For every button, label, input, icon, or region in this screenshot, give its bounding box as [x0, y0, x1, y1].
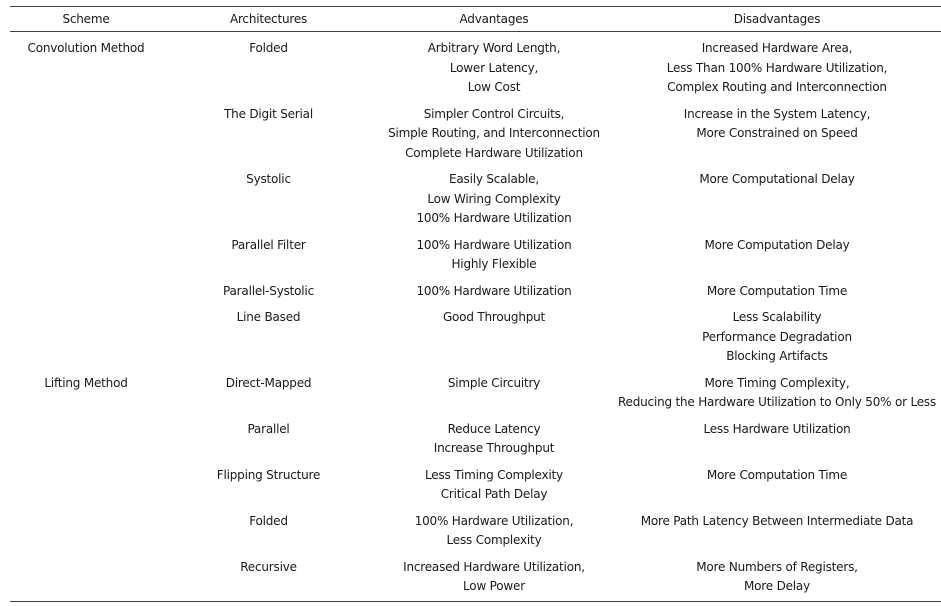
advantage-line: Easily Scalable, [449, 172, 539, 186]
scheme-cell [10, 554, 162, 602]
table-row [10, 232, 941, 278]
advantage-line: Simple Circuitry [447, 375, 541, 390]
disadvantage-line: More Computational Delay [699, 172, 855, 186]
advantage-line: Less Complexity [446, 533, 542, 547]
architecture-cell: The Digit Serial [224, 106, 313, 121]
advantages-cell [375, 101, 613, 167]
disadvantages-cell [613, 166, 941, 232]
architecture-cell: Folded [249, 41, 288, 55]
table-row [10, 278, 941, 305]
advantages-cell [375, 370, 613, 416]
disadvantages-cell [613, 416, 941, 462]
advantages-cell [375, 232, 613, 278]
scheme-cell: Lifting Method [44, 375, 128, 390]
advantage-line: Complete Hardware Utilization [405, 145, 583, 160]
scheme-cell [10, 416, 162, 462]
table-row [10, 554, 941, 602]
disadvantage-line: More Constrained on Speed [696, 126, 858, 140]
table-header [10, 7, 941, 32]
advantage-line: Low Cost [467, 80, 521, 94]
advantage-line: Low Wiring Complexity [427, 191, 561, 206]
disadvantage-line: Blocking Artifacts [726, 349, 828, 363]
advantage-line: Less Timing Complexity [425, 467, 563, 482]
disadvantage-line: Increased Hardware Area, [701, 41, 853, 55]
table-row [10, 166, 941, 232]
disadvantage-line: Less Than 100% Hardware Utilization, [666, 60, 888, 75]
advantages-cell [375, 304, 613, 370]
disadvantages-cell [613, 101, 941, 167]
advantage-line: Lower Latency, [449, 60, 539, 75]
disadvantage-line: More Computation Delay [704, 237, 850, 252]
advantage-line: Arbitrary Word Length, [427, 41, 561, 55]
table-row [10, 32, 941, 101]
header-architectures: Architectures [162, 7, 375, 32]
advantage-line: 100% Hardware Utilization [416, 211, 572, 225]
disadvantage-line: Reducing the Hardware Utilization to Only 50% or Less [617, 395, 937, 409]
disadvantages-cell [613, 370, 941, 416]
advantage-line: 100% Hardware Utilization [416, 237, 572, 252]
disadvantages-cell [613, 462, 941, 508]
architecture-cell: Folded [249, 513, 288, 528]
header-row [10, 7, 941, 32]
table-row [10, 416, 941, 462]
scheme-cell [10, 101, 162, 167]
scheme-cell: Convolution Method [27, 41, 145, 55]
scheme-cell [10, 462, 162, 508]
disadvantages-cell [613, 278, 941, 305]
disadvantages-cell [613, 304, 941, 370]
advantages-cell [375, 508, 613, 554]
scheme-cell [10, 304, 162, 370]
architecture-cell: Parallel [247, 421, 290, 436]
disadvantage-line: Less Scalability [732, 310, 822, 324]
disadvantage-line: More Timing Complexity, [704, 375, 850, 390]
architecture-cell: Parallel-Systolic [223, 283, 314, 298]
disadvantages-cell [613, 232, 941, 278]
advantage-line: Good Throughput [442, 310, 546, 324]
advantages-cell [375, 554, 613, 602]
advantage-line: Reduce Latency [447, 421, 541, 436]
disadvantages-cell [613, 32, 941, 101]
disadvantage-line: Performance Degradation [702, 329, 852, 344]
header-scheme: Scheme [10, 7, 162, 32]
advantages-cell [375, 462, 613, 508]
header-advantages: Advantages [375, 7, 613, 32]
table-row [10, 508, 941, 554]
table-body [10, 32, 941, 602]
disadvantages-cell [613, 508, 941, 554]
architecture-cell: Parallel Filter [231, 237, 306, 252]
architecture-cell: Line Based [236, 310, 301, 324]
advantage-line: Low Power [463, 579, 525, 593]
table-row [10, 462, 941, 508]
disadvantage-line: Increase in the System Latency, [683, 106, 871, 121]
table-row [10, 370, 941, 416]
advantage-line: 100% Hardware Utilization, [414, 513, 574, 528]
disadvantages-cell [613, 554, 941, 602]
disadvantage-line: More Computation Time [706, 467, 848, 482]
architecture-cell: Recursive [162, 554, 375, 602]
advantage-line: Simpler Control Circuits, [423, 106, 565, 121]
advantage-line: Increase Throughput [433, 441, 555, 455]
scheme-cell [10, 232, 162, 278]
comparison-table [10, 6, 941, 602]
advantages-cell [375, 32, 613, 101]
table-row [10, 304, 941, 370]
advantage-line: Increased Hardware Utilization, [403, 559, 585, 574]
advantages-cell [375, 416, 613, 462]
disadvantage-line: Less Hardware Utilization [703, 421, 851, 436]
disadvantage-line: More Numbers of Registers, [696, 559, 858, 574]
disadvantage-line: More Computation Time [706, 283, 848, 298]
advantages-cell [375, 166, 613, 232]
advantage-line: Critical Path Delay [440, 487, 548, 501]
scheme-cell [10, 278, 162, 305]
advantage-line: Simple Routing, and Interconnection [388, 126, 600, 140]
table-row [10, 101, 941, 167]
disadvantage-line: More Path Latency Between Intermediate Data [640, 513, 914, 528]
architecture-cell: Systolic [246, 172, 291, 186]
architecture-cell: Flipping Structure [216, 467, 321, 482]
advantages-cell [375, 278, 613, 305]
scheme-cell [10, 508, 162, 554]
architecture-cell: Direct-Mapped [225, 375, 312, 390]
advantage-line: Highly Flexible [451, 257, 537, 271]
disadvantage-line: Complex Routing and Interconnection [667, 80, 887, 94]
scheme-cell [10, 166, 162, 232]
disadvantage-line: More Delay [744, 579, 810, 593]
header-disadvantages: Disadvantages [613, 7, 941, 32]
advantage-line: 100% Hardware Utilization [416, 283, 572, 298]
